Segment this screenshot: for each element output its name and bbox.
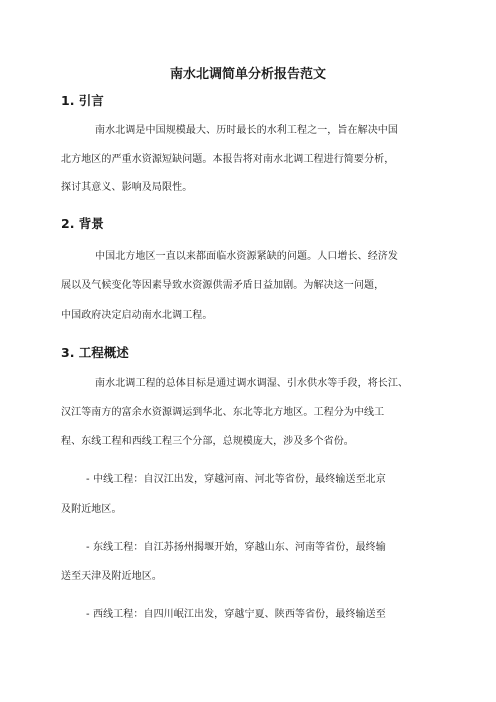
section-heading-overview: 3. 工程概述 xyxy=(61,345,129,360)
section-heading-background: 2. 背景 xyxy=(61,216,104,231)
bullet-line-east-route: 送至天津及附近地区。 xyxy=(61,571,162,582)
paragraph-line: 中国北方地区一直以来都面临水资源紧缺的问题。人口增长、经济发 xyxy=(95,251,398,262)
section-heading-introduction: 1. 引言 xyxy=(61,93,104,108)
bullet-line-east-route: - 东线工程：自江苏扬州揭堰开始，穿越山东、河南等省份，最终输 xyxy=(86,542,386,553)
paragraph-line: 展以及气候变化等因素导致水资源供需矛盾日益加剧。为解决这一问题， xyxy=(61,280,385,291)
paragraph-line: 中国政府决定启动南水北调工程。 xyxy=(61,310,213,321)
paragraph-line: 北方地区的严重水资源短缺问题。本报告将对南水北调工程进行简要分析， xyxy=(61,154,395,165)
paragraph-line: 程、东线工程和西线工程三个分部，总规模庞大，涉及多个省份。 xyxy=(61,436,354,447)
paragraph-line: 南水北调工程的总体目标是通过调水调湿、引水供水等手段，将长江、 xyxy=(95,378,409,389)
bullet-line-middle-route: - 中线工程：自汉江出发，穿越河南、河北等省份，最终输送至北京 xyxy=(86,474,386,485)
bullet-line-middle-route: 及附近地区。 xyxy=(61,504,122,515)
paragraph-line: 汉江等南方的富余水资源调运到华北、东北等北方地区。工程分为中线工 xyxy=(61,407,385,418)
document-title: 南水北调简单分析报告范文 xyxy=(169,67,326,82)
paragraph-line: 探讨其意义、影响及局限性。 xyxy=(61,182,193,193)
paragraph-line: 南水北调是中国规模最大、历时最长的水利工程之一，旨在解决中国 xyxy=(95,125,398,136)
bullet-line-west-route: - 西线工程：自四川岷江出发，穿越宁夏、陕西等省份，最终输送至 xyxy=(86,609,386,620)
